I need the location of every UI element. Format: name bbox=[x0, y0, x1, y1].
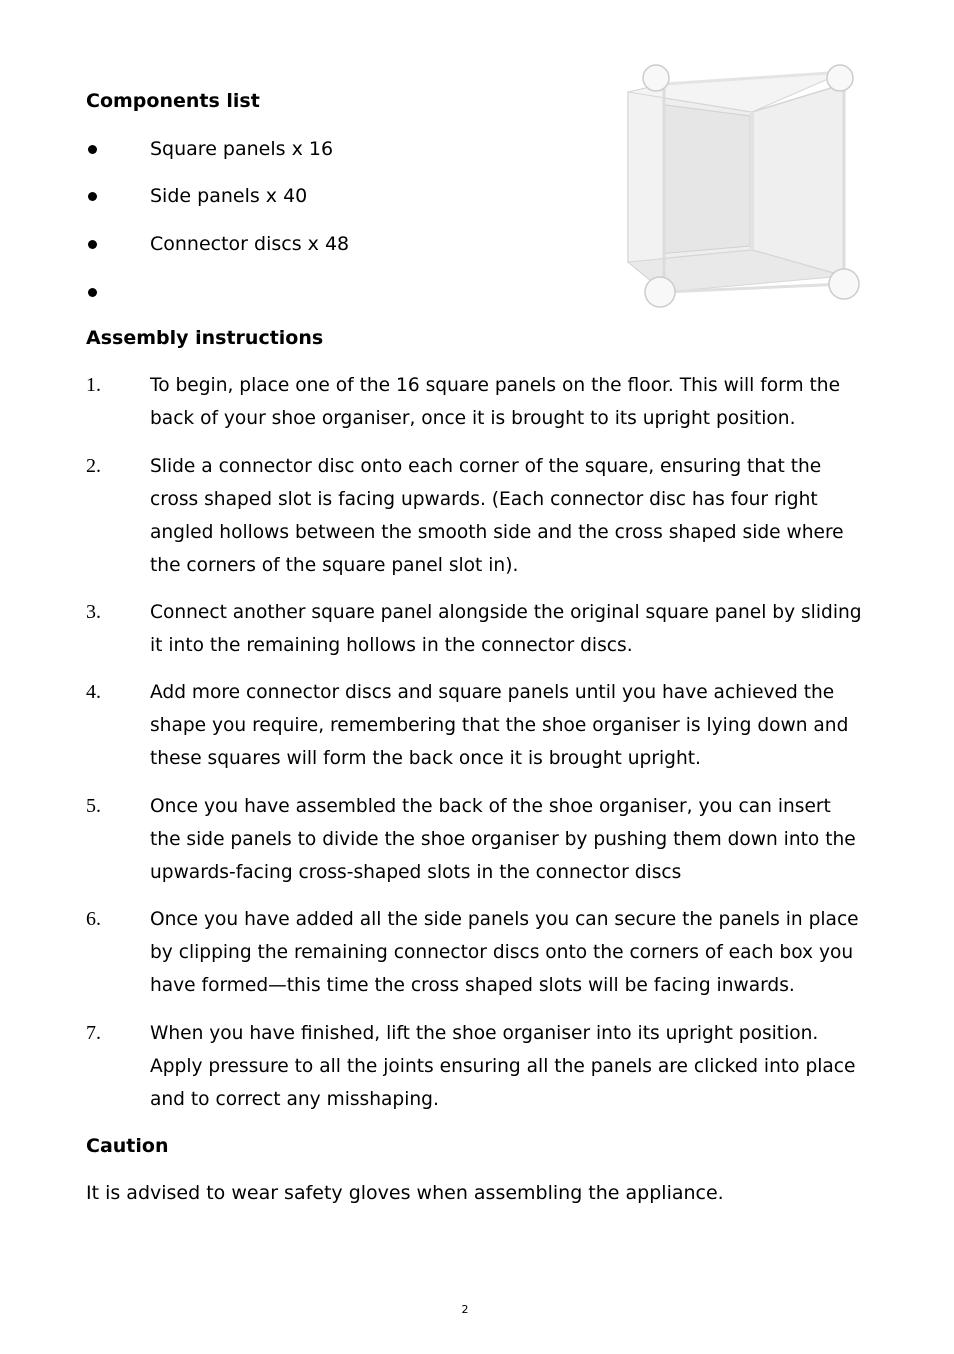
step-number: 4. bbox=[86, 681, 101, 703]
step-number: 6. bbox=[86, 908, 101, 930]
step-text: Add more connector discs and square panels until you have achieved the shape you require, remembering that the shoe organiser is lying down and these squares will form the back once it is brought upright. bbox=[150, 682, 849, 769]
step-text: Slide a connector disc onto each corner of the square, ensuring that the cross shaped slot is facing upwards. (Each connector disc has four right angled hollows between the smooth side and the cross shaped side where the corners of the square panel slot in). bbox=[150, 456, 844, 576]
connector-disc-bottom-left bbox=[645, 277, 675, 307]
assembly-heading: Assembly instructions bbox=[86, 327, 324, 349]
step-number: 1. bbox=[86, 374, 101, 396]
step-text: Connect another square panel alongside the original square panel by sliding it into the remaining hollows in the connector discs. bbox=[150, 602, 862, 656]
step-text: Once you have added all the side panels you can secure the panels in place by clipping the remaining connector discs onto the corners of each box you have formed—this time the cross shaped slots will be facing inwards. bbox=[150, 909, 859, 996]
shoe-organiser-cube-illustration bbox=[618, 62, 864, 312]
components-heading: Components list bbox=[86, 90, 260, 112]
connector-disc-bottom-right bbox=[829, 269, 859, 299]
connector-disc-top-right bbox=[827, 65, 853, 91]
step-number: 2. bbox=[86, 455, 101, 477]
step-text: Once you have assembled the back of the shoe organiser, you can insert the side panels to divide the shoe organiser by pushing them down into the upwards-facing cross-shaped slots in the connector discs bbox=[150, 796, 856, 883]
step-number: 7. bbox=[86, 1022, 101, 1044]
bullet-icon bbox=[88, 288, 97, 297]
component-item-label: Connector discs x 48 bbox=[150, 233, 350, 255]
step-text: To begin, place one of the 16 square panels on the floor. This will form the back of your shoe organiser, once it is brought to its upright position. bbox=[150, 375, 841, 429]
caution-heading: Caution bbox=[86, 1135, 169, 1157]
page-number: 2 bbox=[461, 1303, 469, 1316]
bullet-icon bbox=[88, 145, 97, 154]
bullet-icon bbox=[88, 240, 97, 249]
connector-disc-top-left bbox=[643, 65, 669, 91]
bullet-icon bbox=[88, 192, 97, 201]
step-number: 5. bbox=[86, 795, 101, 817]
caution-text: It is advised to wear safety gloves when assembling the appliance. bbox=[86, 1182, 724, 1204]
component-item-label: Side panels x 40 bbox=[150, 185, 308, 207]
component-item-label: Square panels x 16 bbox=[150, 138, 334, 160]
step-text: When you have finished, lift the shoe organiser into its upright position. Apply pressure to all the joints ensuring all the panels are clicked into place and to correct any misshaping. bbox=[150, 1023, 856, 1110]
step-number: 3. bbox=[86, 601, 101, 623]
